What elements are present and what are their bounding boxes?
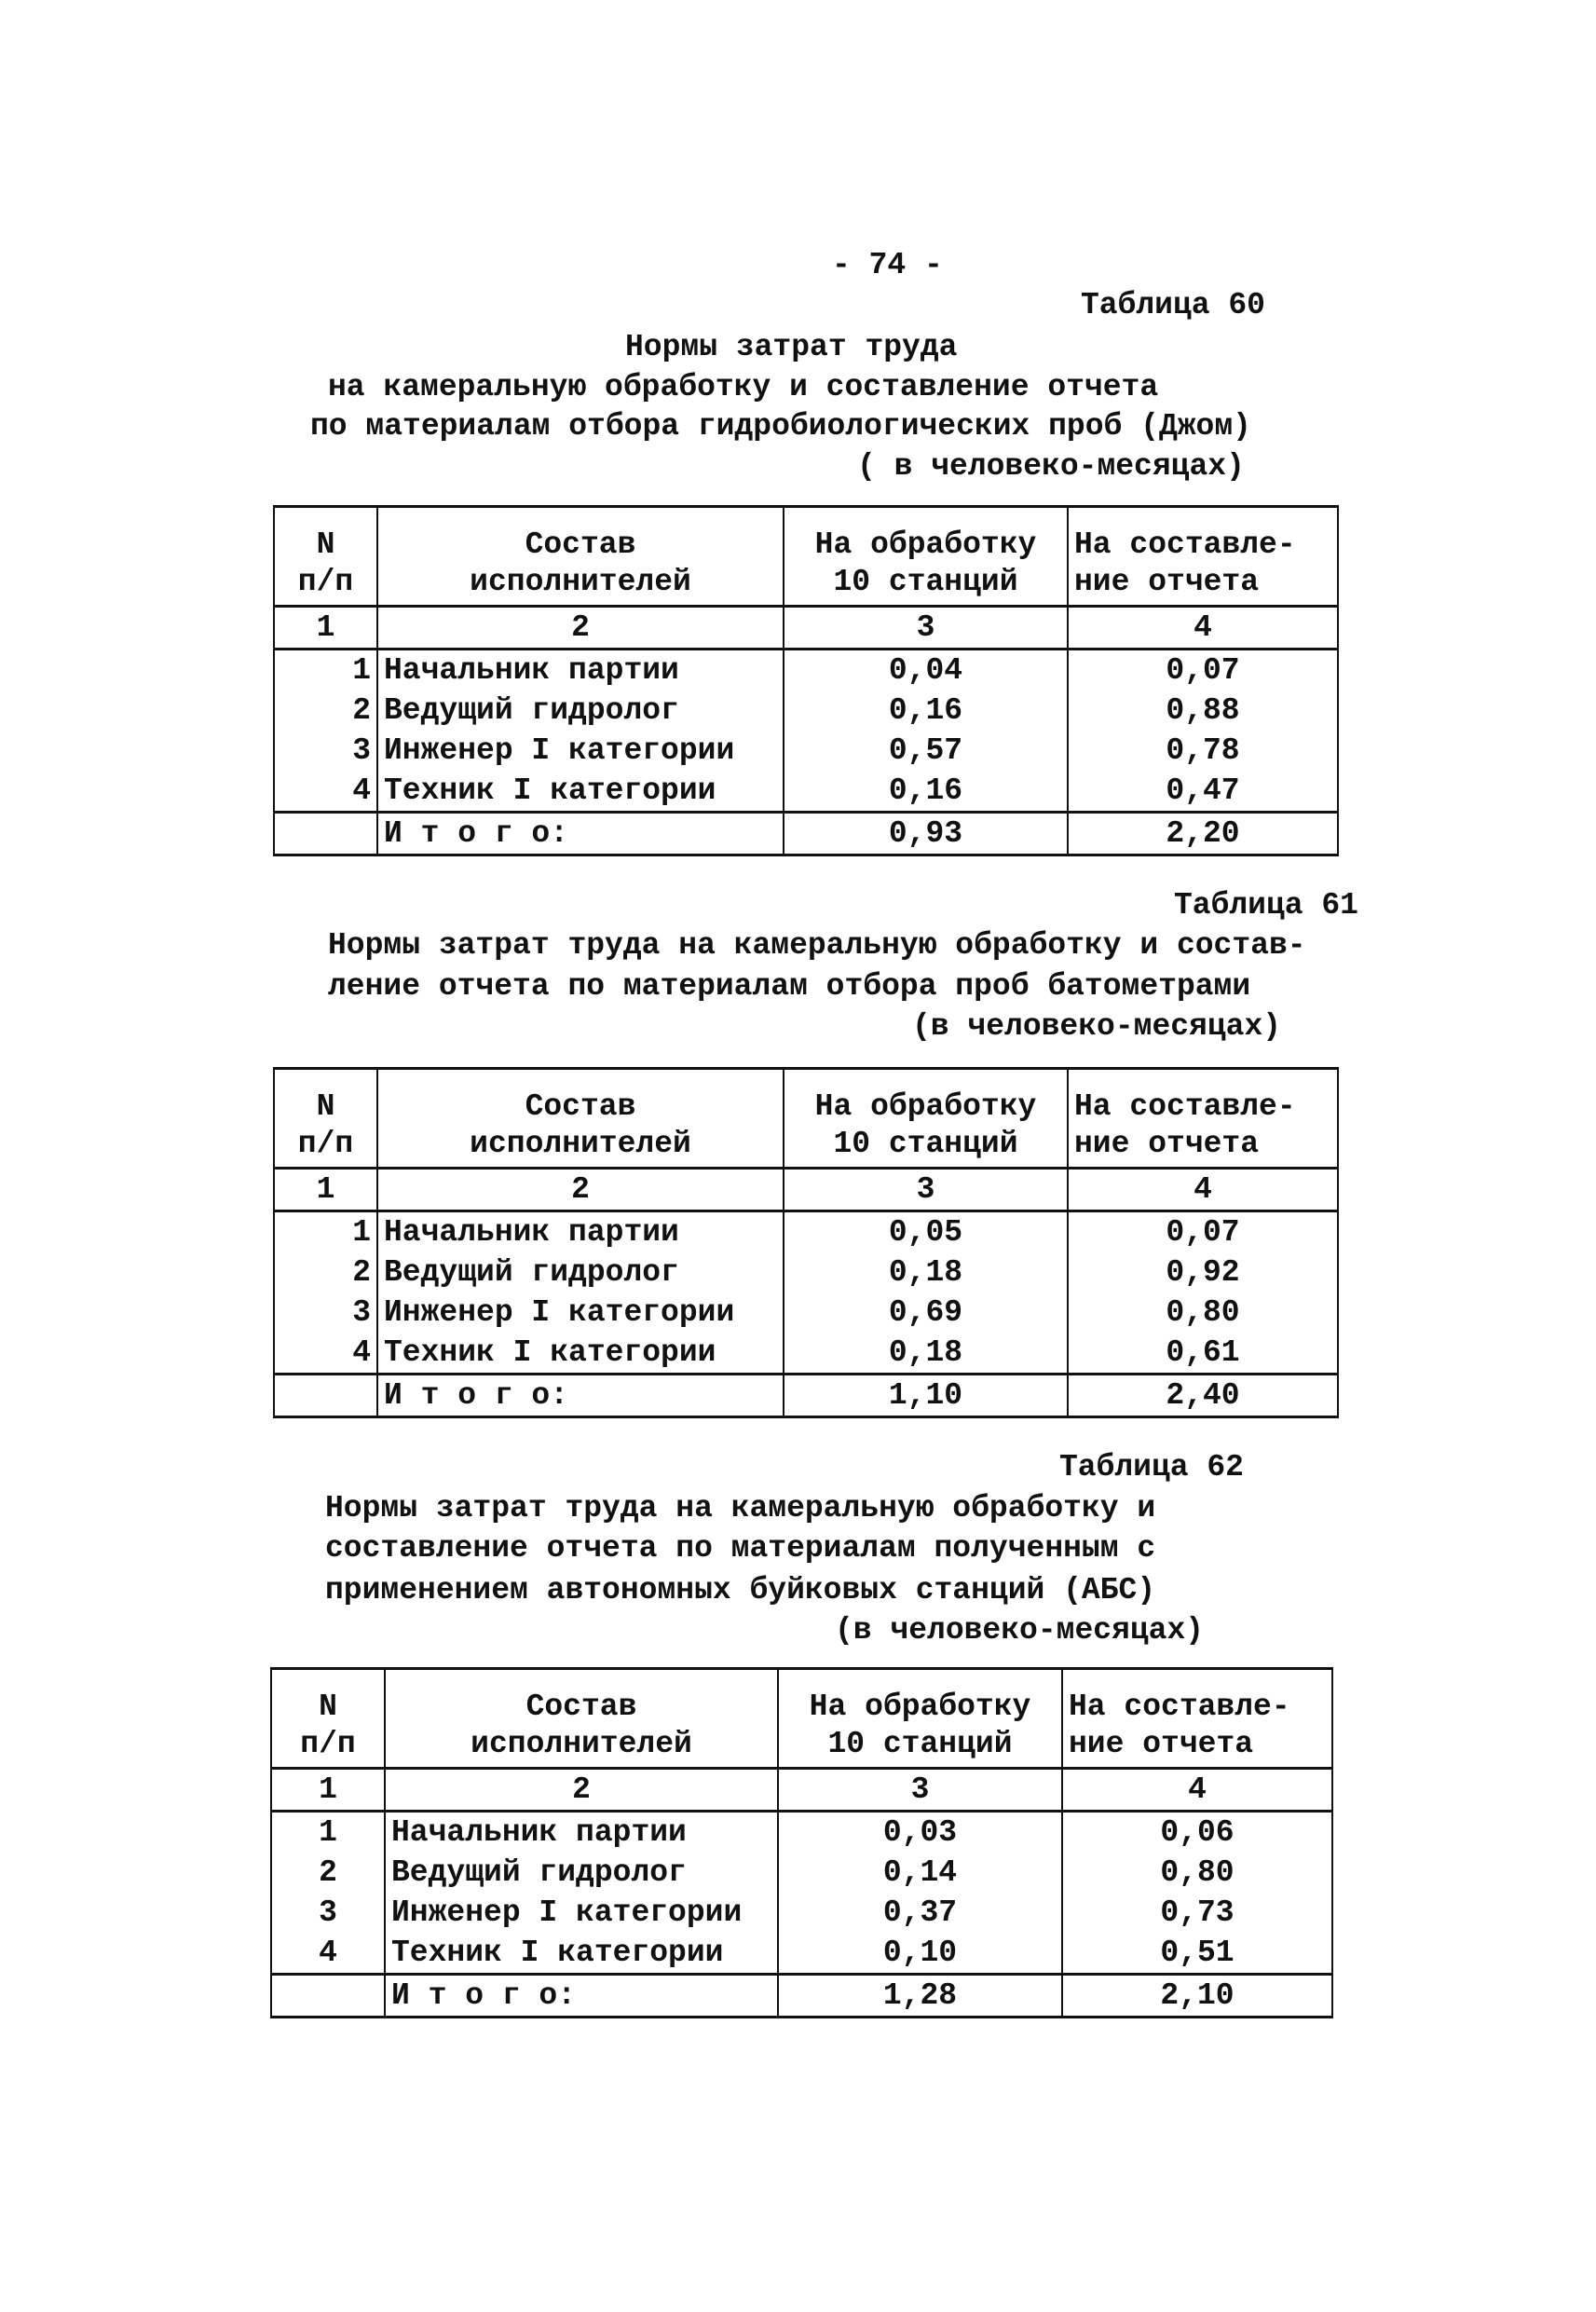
header-cell: N п/п [274, 1069, 377, 1169]
table-title-line: Нормы затрат труда [625, 330, 958, 364]
table-row [274, 1293, 1338, 1333]
page-number: - 74 - [832, 248, 943, 282]
table-label: Таблица 62 [1058, 1450, 1244, 1484]
header-cell: На составле- ние отчета [1062, 1669, 1332, 1769]
position-name: Начальник партии [377, 650, 784, 691]
header-cell: Состав исполнителей [377, 1069, 784, 1169]
header-cell: N п/п [274, 507, 377, 607]
column-number-cell: 1 [274, 607, 377, 650]
header-row [274, 507, 1338, 607]
row-number: 1 [274, 1211, 377, 1253]
row-number: 3 [274, 731, 377, 771]
total-processing: 0,93 [784, 813, 1068, 855]
table-row [274, 771, 1338, 813]
report-value: 0,92 [1068, 1252, 1338, 1293]
row-number: 4 [274, 1333, 377, 1375]
row-number: 2 [271, 1853, 385, 1893]
processing-value: 0,18 [784, 1333, 1068, 1375]
table-row [274, 1333, 1338, 1375]
column-number-cell: 1 [274, 1169, 377, 1211]
row-number: 4 [274, 771, 377, 813]
column-number-cell: 3 [784, 607, 1068, 650]
position-name: Ведущий гидролог [385, 1853, 778, 1893]
processing-value: 0,57 [784, 731, 1068, 771]
row-number: 1 [271, 1812, 385, 1854]
processing-value: 0,05 [784, 1211, 1068, 1253]
row-number: 3 [271, 1893, 385, 1933]
position-name: Ведущий гидролог [377, 1252, 784, 1293]
header-cell: На обработку 10 станций [778, 1669, 1062, 1769]
column-number-cell: 2 [377, 607, 784, 650]
total-label: И т о г о: [377, 813, 784, 855]
table-row [271, 1853, 1332, 1893]
position-name: Техник I категории [377, 771, 784, 813]
column-number-cell: 3 [784, 1169, 1068, 1211]
column-number-cell: 1 [271, 1769, 385, 1812]
report-value: 0,07 [1068, 1211, 1338, 1253]
column-number-cell: 2 [377, 1169, 784, 1211]
position-name: Инженер I категории [377, 1293, 784, 1333]
table-row [274, 650, 1338, 691]
row-number: 1 [274, 650, 377, 691]
column-number-cell: 3 [778, 1769, 1062, 1812]
row-number: 2 [274, 691, 377, 731]
table-label: Таблица 60 [1080, 288, 1265, 322]
processing-value: 0,16 [784, 691, 1068, 731]
position-name: Техник I категории [377, 1333, 784, 1375]
table-units: ( в человеко-месяцах) [857, 449, 1245, 484]
processing-value: 0,04 [784, 650, 1068, 691]
total-processing: 1,28 [778, 1975, 1062, 2018]
column-number-row [274, 607, 1338, 650]
norms-table-61 [273, 1067, 1339, 1418]
table-title-line: по материалам отбора гидробиологических проб (Джом) [310, 409, 1251, 444]
processing-value: 0,37 [778, 1893, 1062, 1933]
table-title-line: применением автономных буйковых станций (АБС) [325, 1573, 1156, 1607]
total-row [274, 1375, 1338, 1417]
table-title-line: Нормы затрат труда на камеральную обработку и состав- [328, 928, 1306, 963]
report-value: 0,88 [1068, 691, 1338, 731]
processing-value: 0,14 [778, 1853, 1062, 1893]
total-processing: 1,10 [784, 1375, 1068, 1417]
table-title-line: на камеральную обработку и составление отчета [328, 370, 1159, 404]
header-cell: Состав исполнителей [377, 507, 784, 607]
table-row [274, 731, 1338, 771]
table-row [271, 1812, 1332, 1854]
report-value: 0,78 [1068, 731, 1338, 771]
header-cell: N п/п [271, 1669, 385, 1769]
total-report: 2,40 [1068, 1375, 1338, 1417]
table-row [274, 1211, 1338, 1253]
total-blank [271, 1975, 385, 2018]
table-units: (в человеко-месяцах) [912, 1009, 1282, 1044]
column-number-cell: 4 [1068, 1169, 1338, 1211]
column-number-cell: 4 [1068, 607, 1338, 650]
processing-value: 0,69 [784, 1293, 1068, 1333]
header-cell: На обработку 10 станций [784, 507, 1068, 607]
total-label: И т о г о: [377, 1375, 784, 1417]
header-cell: На составле- ние отчета [1068, 507, 1338, 607]
report-value: 0,61 [1068, 1333, 1338, 1375]
row-number: 4 [271, 1933, 385, 1975]
table-row [271, 1933, 1332, 1975]
position-name: Инженер I категории [377, 731, 784, 771]
report-value: 0,80 [1068, 1293, 1338, 1333]
report-value: 0,51 [1062, 1933, 1332, 1975]
processing-value: 0,18 [784, 1252, 1068, 1293]
position-name: Начальник партии [377, 1211, 784, 1253]
position-name: Техник I категории [385, 1933, 778, 1975]
position-name: Инженер I категории [385, 1893, 778, 1933]
header-cell: Состав исполнителей [385, 1669, 778, 1769]
norms-table-62 [270, 1667, 1333, 2018]
column-number-row [271, 1769, 1332, 1812]
table-label: Таблица 61 [1173, 888, 1358, 923]
report-value: 0,80 [1062, 1853, 1332, 1893]
header-cell: На обработку 10 станций [784, 1069, 1068, 1169]
position-name: Начальник партии [385, 1812, 778, 1854]
position-name: Ведущий гидролог [377, 691, 784, 731]
row-number: 3 [274, 1293, 377, 1333]
processing-value: 0,16 [784, 771, 1068, 813]
table-title-line: Нормы затрат труда на камеральную обработку и [325, 1491, 1156, 1525]
total-blank [274, 1375, 377, 1417]
table-row [274, 691, 1338, 731]
column-number-cell: 2 [385, 1769, 778, 1812]
report-value: 0,06 [1062, 1812, 1332, 1854]
processing-value: 0,10 [778, 1933, 1062, 1975]
header-cell: На составле- ние отчета [1068, 1069, 1338, 1169]
report-value: 0,73 [1062, 1893, 1332, 1933]
total-blank [274, 813, 377, 855]
norms-table-60 [273, 505, 1339, 856]
table-row [271, 1893, 1332, 1933]
report-value: 0,07 [1068, 650, 1338, 691]
table-title-line: составление отчета по материалам полученным с [325, 1531, 1156, 1566]
row-number: 2 [274, 1252, 377, 1293]
header-row [274, 1069, 1338, 1169]
report-value: 0,47 [1068, 771, 1338, 813]
processing-value: 0,03 [778, 1812, 1062, 1854]
header-row [271, 1669, 1332, 1769]
column-number-row [274, 1169, 1338, 1211]
total-row [274, 813, 1338, 855]
total-row [271, 1975, 1332, 2018]
total-label: И т о г о: [385, 1975, 778, 2018]
table-row [274, 1252, 1338, 1293]
table-units: (в человеко-месяцах) [835, 1613, 1205, 1648]
table-title-line: ление отчета по материалам отбора проб батометрами [328, 969, 1251, 1004]
total-report: 2,20 [1068, 813, 1338, 855]
total-report: 2,10 [1062, 1975, 1332, 2018]
column-number-cell: 4 [1062, 1769, 1332, 1812]
